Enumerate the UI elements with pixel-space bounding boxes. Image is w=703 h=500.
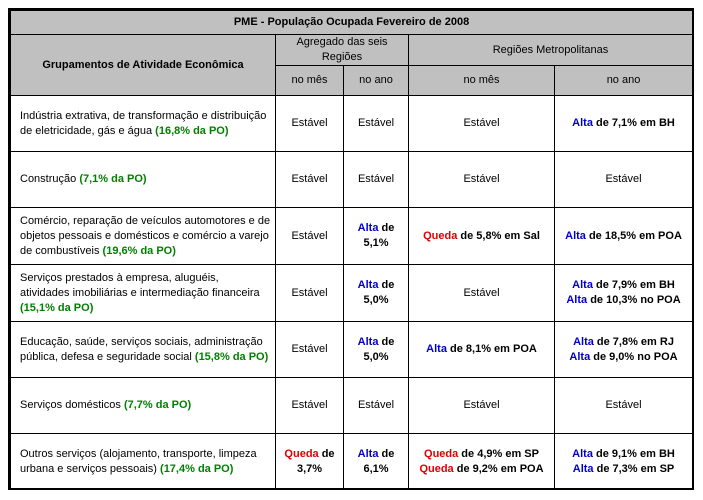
agg-ano-cell: Estável [344,378,409,434]
agg-ano-cell: Estável [344,96,409,152]
agg-ano-cell: Alta de 5,1% [344,208,409,265]
table-row [11,208,693,265]
row-label: Serviços domésticos (7,7% da PO) [11,378,276,434]
table-row [11,434,693,490]
rm-mes-cell: Estável [409,378,555,434]
agg-ano-cell: Alta de 5,0% [344,265,409,322]
row-label: Comércio, reparação de veículos automotores e de objetos pessoais e domésticos e comércio a varejo de combustíveis (19,6% da PO) [11,208,276,265]
row-label: Construção (7,1% da PO) [11,152,276,208]
rm-mes-cell: Queda de 5,8% em Sal [409,208,555,265]
agg-ano-cell: Alta de 5,0% [344,322,409,378]
row-label: Outros serviços (alojamento, transporte, limpeza urbana e serviços pessoais) (17,4% da PO) [11,434,276,490]
agg-mes-cell: Estável [276,378,344,434]
header-grupamentos: Grupamentos de Atividade Econômica [11,35,276,96]
agg-mes-cell: Estável [276,96,344,152]
header-agg-mes: no mês [276,66,344,96]
header-agregado: Agregado das seis Regiões [276,35,409,66]
rm-mes-cell: Alta de 8,1% em POA [409,322,555,378]
header-rm-ano: no ano [555,66,693,96]
agg-ano-cell: Estável [344,152,409,208]
table-title: PME - População Ocupada Fevereiro de 2008 [11,11,693,35]
rm-ano-cell: Alta de 9,1% em BH Alta de 7,3% em SP [555,434,693,490]
rm-ano-cell: Alta de 7,8% em RJ Alta de 9,0% no POA [555,322,693,378]
rm-ano-cell: Alta de 18,5% em POA [555,208,693,265]
agg-mes-cell: Queda de 3,7% [276,434,344,490]
table-row [11,96,693,152]
rm-mes-cell: Queda de 4,9% em SP Queda de 9,2% em POA [409,434,555,490]
table-row [11,322,693,378]
rm-mes-cell: Estável [409,152,555,208]
header-agg-ano: no ano [344,66,409,96]
row-label: Indústria extrativa, de transformação e distribuição de eletricidade, gás e água (16,8% da PO) [11,96,276,152]
agg-mes-cell: Estável [276,152,344,208]
rm-mes-cell: Estável [409,265,555,322]
rm-ano-cell: Alta de 7,9% em BH Alta de 10,3% no POA [555,265,693,322]
rm-ano-cell: Estável [555,152,693,208]
pme-table-frame [8,8,694,490]
agg-mes-cell: Estável [276,322,344,378]
agg-mes-cell: Estável [276,265,344,322]
header-regioes: Regiões Metropolitanas [409,35,693,66]
agg-mes-cell: Estável [276,208,344,265]
row-label: Serviços prestados à empresa, aluguéis, atividades imobiliárias e intermediação financeira (15,1% da PO) [11,265,276,322]
rm-mes-cell: Estável [409,96,555,152]
pme-table [10,10,693,490]
agg-ano-cell: Alta de 6,1% [344,434,409,490]
row-label: Educação, saúde, serviços sociais, administração pública, defesa e seguridade social (15,8% da PO) [11,322,276,378]
table-row [11,378,693,434]
table-row [11,265,693,322]
table-row [11,152,693,208]
header-rm-mes: no mês [409,66,555,96]
rm-ano-cell: Estável [555,378,693,434]
rm-ano-cell: Alta de 7,1% em BH [555,96,693,152]
